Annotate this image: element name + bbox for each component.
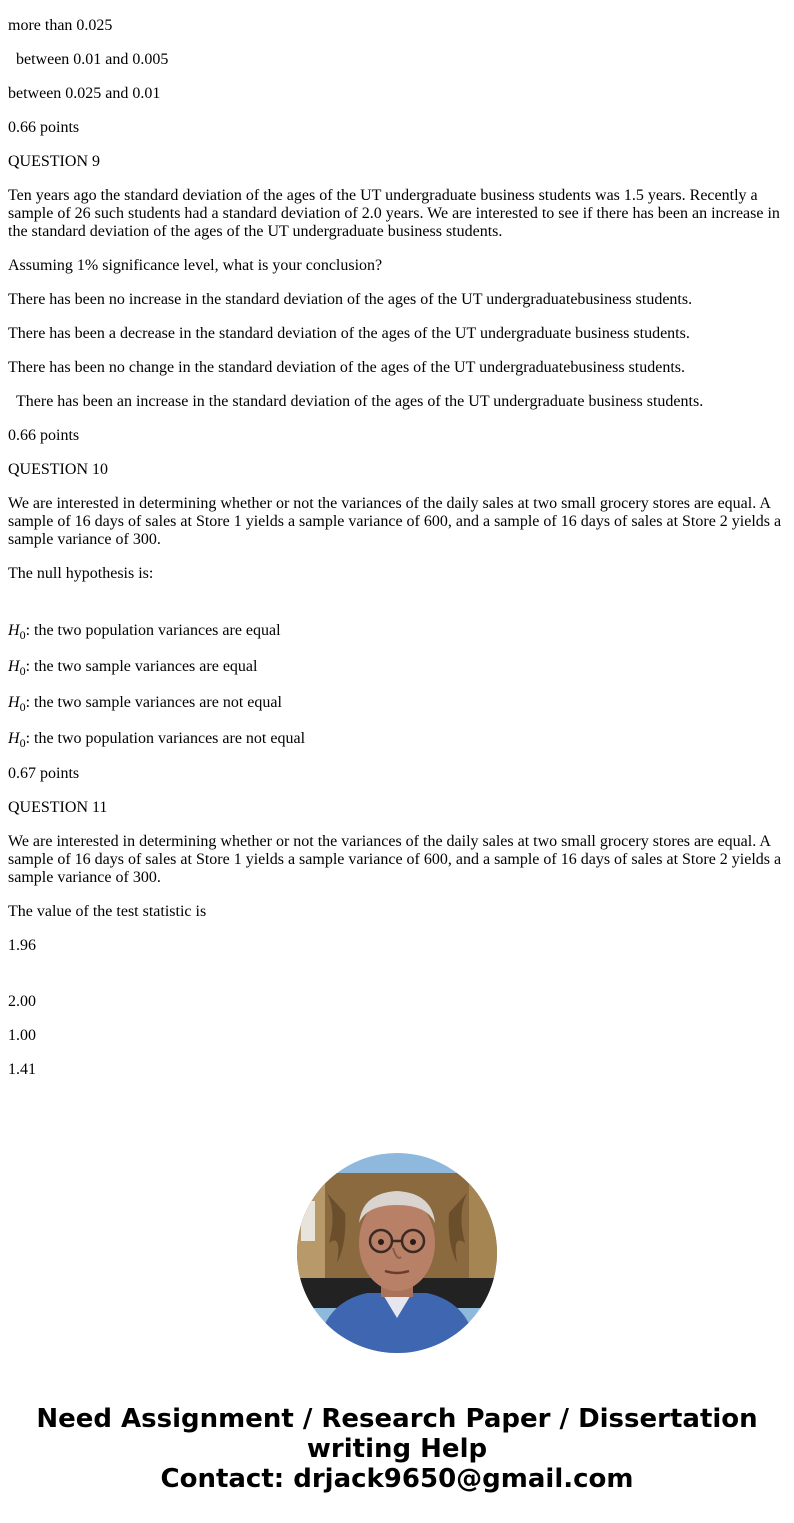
q9-points: 0.66 points (8, 119, 80, 136)
h-symbol: H (8, 694, 20, 711)
h-subscript: 0 (19, 628, 26, 642)
q9-question: Assuming 1% significance level, what is your conclusion? (8, 257, 383, 274)
q11-option-4: 1.41 (8, 1061, 36, 1078)
q9-option-1: There has been no increase in the standard deviation of the ages of the UT undergraduatebusiness students. (8, 291, 693, 308)
q9-option-2: There has been a decrease in the standard deviation of the ages of the UT undergraduate business students. (8, 325, 690, 342)
h-subscript: 0 (19, 700, 26, 714)
q10-option-2 (8, 657, 786, 677)
h-subscript: 0 (19, 736, 26, 750)
q11-title: QUESTION 11 (8, 799, 108, 816)
q11-prompt: We are interested in determining whether or not the variances of the daily sales at two small grocery stores are equal. A sample of 16 days of sales at Store 1 yields a sample variance of 600, and a sample of 16 days of sales at Store 2 yields a sample variance of 300. (8, 833, 782, 886)
q11-points: 0.67 points (8, 765, 80, 782)
avatar-photo (297, 1153, 497, 1353)
q10-option-4 (8, 729, 786, 749)
q8-option-1: more than 0.025 (8, 17, 113, 34)
q9-option-3: There has been no change in the standard deviation of the ages of the UT undergraduatebusiness students. (8, 359, 685, 376)
h-symbol: H (8, 622, 20, 639)
q10-prompt: We are interested in determining whether or not the variances of the daily sales at two small grocery stores are equal. A sample of 16 days of sales at Store 1 yields a sample variance of 600, and a sample of 16 days of sales at Store 2 yields a sample variance of 300. (8, 495, 782, 548)
avatar (297, 1153, 497, 1353)
footer-line-2: writing Help (306, 1434, 488, 1464)
spacer (8, 971, 786, 993)
q10-option-3-text: : the two sample variances are not equal (25, 694, 282, 711)
q11-option-1: 1.96 (8, 937, 36, 954)
q10-option-3 (8, 693, 786, 713)
footer-banner (0, 1404, 794, 1494)
document-body (8, 17, 786, 1095)
spacer (8, 599, 786, 621)
h-subscript: 0 (19, 664, 26, 678)
q10-points: 0.66 points (8, 427, 80, 444)
h-symbol: H (8, 658, 20, 675)
q8-option-2: between 0.01 and 0.005 (16, 51, 169, 68)
q10-option-1-text: : the two population variances are equal (25, 622, 281, 639)
q10-option-1 (8, 621, 786, 641)
q9-title: QUESTION 9 (8, 153, 100, 170)
q10-title: QUESTION 10 (8, 461, 108, 478)
q10-option-4-text: : the two population variances are not equal (25, 730, 306, 747)
q11-option-3: 1.00 (8, 1027, 36, 1044)
q8-option-3: between 0.025 and 0.01 (8, 85, 161, 102)
q11-question: The value of the test statistic is (8, 903, 207, 920)
q9-prompt: Ten years ago the standard deviation of the ages of the UT undergraduate business students was 1.5 years. Recently a sample of 26 such students had a standard deviation of 2.0 years. We are interested to see if there has been an increase in the standard deviation of the ages of the UT undergraduate business students. (8, 187, 780, 240)
q9-option-4: There has been an increase in the standard deviation of the ages of the UT undergraduate business students. (16, 393, 704, 410)
footer-contact: Contact: drjack9650@gmail.com (160, 1464, 634, 1494)
q10-option-2-text: : the two sample variances are equal (25, 658, 258, 675)
q10-question: The null hypothesis is: (8, 565, 154, 582)
footer-line-1: Need Assignment / Research Paper / Dissertation (36, 1404, 758, 1434)
h-symbol: H (8, 730, 20, 747)
q11-option-2: 2.00 (8, 993, 36, 1010)
